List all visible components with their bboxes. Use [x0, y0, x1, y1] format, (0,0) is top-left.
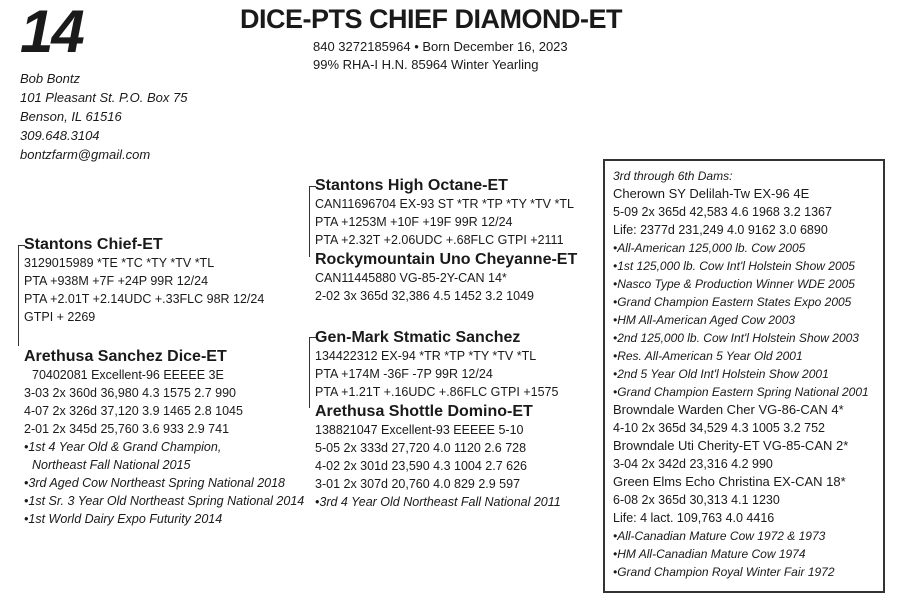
dam-line: 70402081 Excellent-96 EEEEE 3E	[32, 368, 224, 382]
dam-dam-record: 4-02 2x 301d 23,590 4.3 1004 2.7 626	[315, 459, 527, 473]
dam-award: •1st 4 Year Old & Grand Champion,	[24, 440, 222, 454]
sire-dam-name: Rockymountain Uno Cheyanne-ET	[315, 251, 578, 268]
sire-sire-block	[315, 177, 574, 249]
sire-sire-line: PTA +1253M +10F +19F 99R 12/24	[315, 215, 513, 229]
dam3-record: 5-09 2x 365d 42,583 4.6 1968 3.2 1367	[613, 205, 832, 219]
dam6-lifetime: Life: 4 lact. 109,763 4.0 4416	[613, 511, 775, 525]
lot-number: 14	[20, 0, 83, 65]
dam-dam-block	[315, 403, 561, 511]
dam3-award: •Grand Champion Eastern Spring National 2001	[613, 385, 869, 399]
dam-record: 3-03 2x 360d 36,980 4.3 1575 2.7 990	[24, 386, 236, 400]
dam4-record: 4-10 2x 365d 34,529 4.3 1005 3.2 752	[613, 421, 825, 435]
consignor-city: Benson, IL 61516	[20, 109, 122, 124]
dam-block	[24, 348, 304, 528]
dam-name: Arethusa Sanchez Dice-ET	[24, 348, 227, 365]
dam-dam-record: 5-05 2x 333d 27,720 4.0 1120 2.6 728	[315, 441, 527, 455]
dams-box-header: 3rd through 6th Dams:	[613, 169, 733, 183]
dam3-award: •Nasco Type & Production Winner WDE 2005	[613, 277, 855, 291]
breed-line: 99% RHA-I H.N. 85964 Winter Yearling	[313, 57, 539, 72]
dam3-award: •2nd 125,000 lb. Cow Int'l Holstein Show 2003	[613, 331, 859, 345]
sire-line: PTA +2.01T +2.14UDC +.33FLC 98R 12/24	[24, 292, 265, 306]
sire-dam-line: CAN11445880 VG-85-2Y-CAN 14*	[315, 271, 507, 285]
dam-award: Northeast Fall National 2015	[32, 458, 191, 472]
dam-record: 2-01 2x 345d 25,760 3.6 933 2.9 741	[24, 422, 230, 436]
dam3-award: •Res. All-American 5 Year Old 2001	[613, 349, 803, 363]
sire-dam-line: 2-02 3x 365d 32,386 4.5 1452 3.2 1049	[315, 289, 534, 303]
dam6-award: •HM All-Canadian Mature Cow 1974	[613, 547, 806, 561]
dam6-award: •All-Canadian Mature Cow 1972 & 1973	[613, 529, 826, 543]
dams-box	[603, 159, 885, 593]
dam3-award: •Grand Champion Eastern States Expo 2005	[613, 295, 852, 309]
dam-record: 4-07 2x 326d 37,120 3.9 1465 2.8 1045	[24, 404, 243, 418]
sire-name: Stantons Chief-ET	[24, 236, 163, 253]
dam-sire-block	[315, 329, 558, 401]
dam5-name: Browndale Uti Cherity-ET VG-85-CAN 2*	[613, 438, 849, 453]
dam3-award: •HM All-American Aged Cow 2003	[613, 313, 796, 327]
dam5-record: 3-04 2x 342d 23,316 4.2 990	[613, 457, 773, 471]
sire-line: 3129015989 *TE *TC *TY *TV *TL	[24, 256, 215, 270]
sire-sire-name: Stantons High Octane-ET	[315, 177, 508, 194]
dam6-record: 6-08 2x 365d 30,313 4.1 1230	[613, 493, 780, 507]
dam-award: •1st Sr. 3 Year Old Northeast Spring National 2014	[24, 494, 305, 508]
sire-line: GTPI + 2269	[24, 310, 96, 324]
dam6-name: Green Elms Echo Christina EX-CAN 18*	[613, 474, 846, 489]
dam-award: •3rd Aged Cow Northeast Spring National 2018	[24, 476, 286, 490]
dam-award: •1st World Dairy Expo Futurity 2014	[24, 512, 223, 526]
consignor-phone: 309.648.3104	[20, 128, 100, 143]
dam4-name: Browndale Warden Cher VG-86-CAN 4*	[613, 402, 844, 417]
consignor-address: 101 Pleasant St. P.O. Box 75	[20, 90, 188, 105]
sire-block	[24, 236, 264, 326]
dam-dam-name: Arethusa Shottle Domino-ET	[315, 403, 533, 420]
dam3-award: •2nd 5 Year Old Int'l Holstein Show 2001	[613, 367, 829, 381]
consignor-info	[20, 69, 187, 164]
dam-sire-line: PTA +1.21T +.16UDC +.86FLC GTPI +1575	[315, 385, 559, 399]
dam-sire-line: 134422312 EX-94 *TR *TP *TY *TV *TL	[315, 349, 537, 363]
sire-line: PTA +938M +7F +24P 99R 12/24	[24, 274, 209, 288]
animal-name: DICE-PTS CHIEF DIAMOND-ET	[240, 4, 622, 34]
sire-sire-line: CAN11696704 EX-93 ST *TR *TP *TY *TV *TL	[315, 197, 574, 211]
dam3-name: Cherown SY Delilah-Tw EX-96 4E	[613, 186, 810, 201]
dam-sire-name: Gen-Mark Stmatic Sanchez	[315, 329, 521, 346]
consignor-email: bontzfarm@gmail.com	[20, 147, 151, 162]
sire-dam-block	[315, 251, 577, 305]
dam-sire-line: PTA +174M -36F -7P 99R 12/24	[315, 367, 493, 381]
dam-dam-award: •3rd 4 Year Old Northeast Fall National 2011	[315, 495, 561, 509]
consignor-name: Bob Bontz	[20, 71, 80, 86]
dam3-lifetime: Life: 2377d 231,249 4.0 9162 3.0 6890	[613, 223, 828, 237]
dam-dam-record: 3-01 2x 307d 20,760 4.0 829 2.9 597	[315, 477, 521, 491]
dam-dam-line: 138821047 Excellent-93 EEEEE 5-10	[315, 423, 524, 437]
sire-sire-line: PTA +2.32T +2.06UDC +.68FLC GTPI +2111	[315, 233, 564, 247]
dam3-award: •1st 125,000 lb. Cow Int'l Holstein Show 2005	[613, 259, 855, 273]
dam6-award: •Grand Champion Royal Winter Fair 1972	[613, 565, 835, 579]
id-line: 840 3272185964 • Born December 16, 2023	[313, 39, 568, 54]
dam3-award: •All-American 125,000 lb. Cow 2005	[613, 241, 806, 255]
